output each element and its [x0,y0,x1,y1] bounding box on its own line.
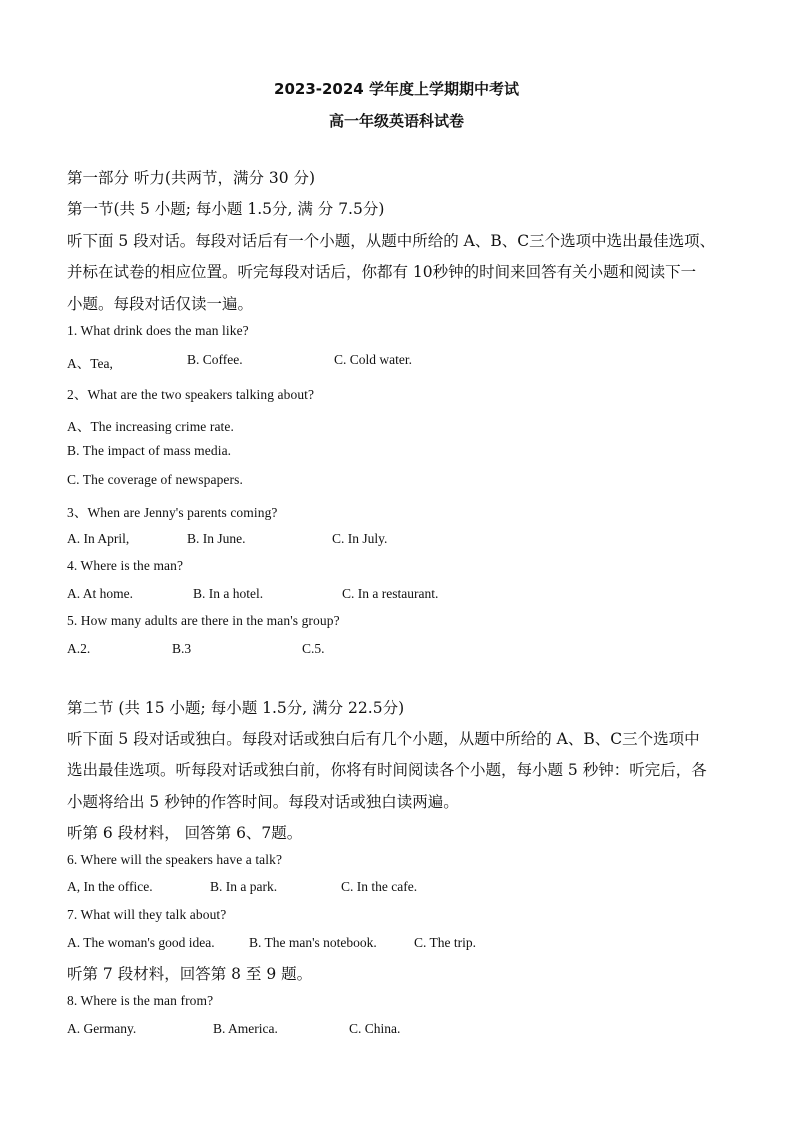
question-7-option-b: B. The man's notebook. [249,935,377,950]
question-1-option-c: C. Cold water. [334,352,412,367]
question-7-stem: 7. What will they talk about? [67,907,227,922]
question-1-stem: 1. What drink does the man like? [67,323,249,338]
question-6-option-c: C. In the cafe. [341,879,418,894]
question-8-option-b: B. America. [213,1021,278,1036]
section2-instruction-line: 听下面 5 段对话或独白。每段对话或独白后有几个小题，从题中所给的 A、B、C三个选项中 [67,730,700,748]
question-4-option-c: C. In a restaurant. [342,586,439,601]
section2-instruction-line: 选出最佳选项。听每段对话或独白前，你将有时间阅读各个小题，每小题 5 秒钟：听完后，各 [67,761,707,779]
question-6-option-a: A, In the office. [67,879,153,894]
question-2-option-a: A、The increasing crime rate. [67,419,234,434]
question-7-option-a: A. The woman's good idea. [67,935,215,950]
exam-subtitle: 高一年级英语科试卷 [328,112,464,130]
question-4-option-a: A. At home. [67,586,133,601]
question-5-option-b: B.3 [172,641,192,656]
question-1-option-b: B. Coffee. [187,352,243,367]
exam-title: 2023-2024 学年度上学期期中考试 [274,80,519,98]
question-4-stem: 4. Where is the man? [67,558,184,573]
question-3-stem: 3、When are Jenny's parents coming? [67,505,278,520]
section1-instruction-line: 小题。每段对话仅读一遍。 [67,295,254,313]
question-6-option-b: B. In a park. [210,879,278,894]
part1-heading: 第一部分 听力(共两节，满分 30 分) [67,169,316,187]
question-3-option-a: A. In April, [67,531,130,546]
question-5-option-c: C.5. [302,641,325,656]
question-6-stem: 6. Where will the speakers have a talk? [67,852,283,867]
section2-heading: 第二节 (共 15 小题; 每小题 1.5分, 满分 22.5分) [67,699,405,717]
question-8-option-a: A. Germany. [67,1021,137,1036]
question-2-option-c: C. The coverage of newspapers. [67,472,243,487]
question-8-stem: 8. Where is the man from? [67,993,214,1008]
question-3-option-b: B. In June. [187,531,246,546]
section1-heading: 第一节(共 5 小题; 每小题 1.5分, 满 分 7.5分) [67,200,385,218]
question-8-option-c: C. China. [349,1021,401,1036]
question-7-option-c: C. The trip. [414,935,476,950]
question-2-stem: 2、What are the two speakers talking about? [67,387,315,402]
material-6-heading: 听第 6 段材料， 回答第 6、7题。 [67,824,303,842]
question-1-option-a: A、Tea, [67,356,113,371]
question-2-option-b: B. The impact of mass media. [67,443,232,458]
question-5-option-a: A.2. [67,641,91,656]
section2-instruction-line: 小题将给出 5 秒钟的作答时间。每段对话或独白读两遍。 [67,793,459,811]
question-5-stem: 5. How many adults are there in the man's group? [67,613,340,628]
section1-instruction-line: 听下面 5 段对话。每段对话后有一个小题，从题中所给的 A、B、C三个选项中选出最佳选项、 [67,232,716,250]
section1-instruction-line: 并标在试卷的相应位置。听完每段对话后，你都有 10秒钟的时间来回答有关小题和阅读下一 [67,263,697,281]
material-7-heading: 听第 7 段材料，回答第 8 至 9 题。 [67,965,313,983]
question-4-option-b: B. In a hotel. [193,586,264,601]
question-3-option-c: C. In July. [332,531,388,546]
